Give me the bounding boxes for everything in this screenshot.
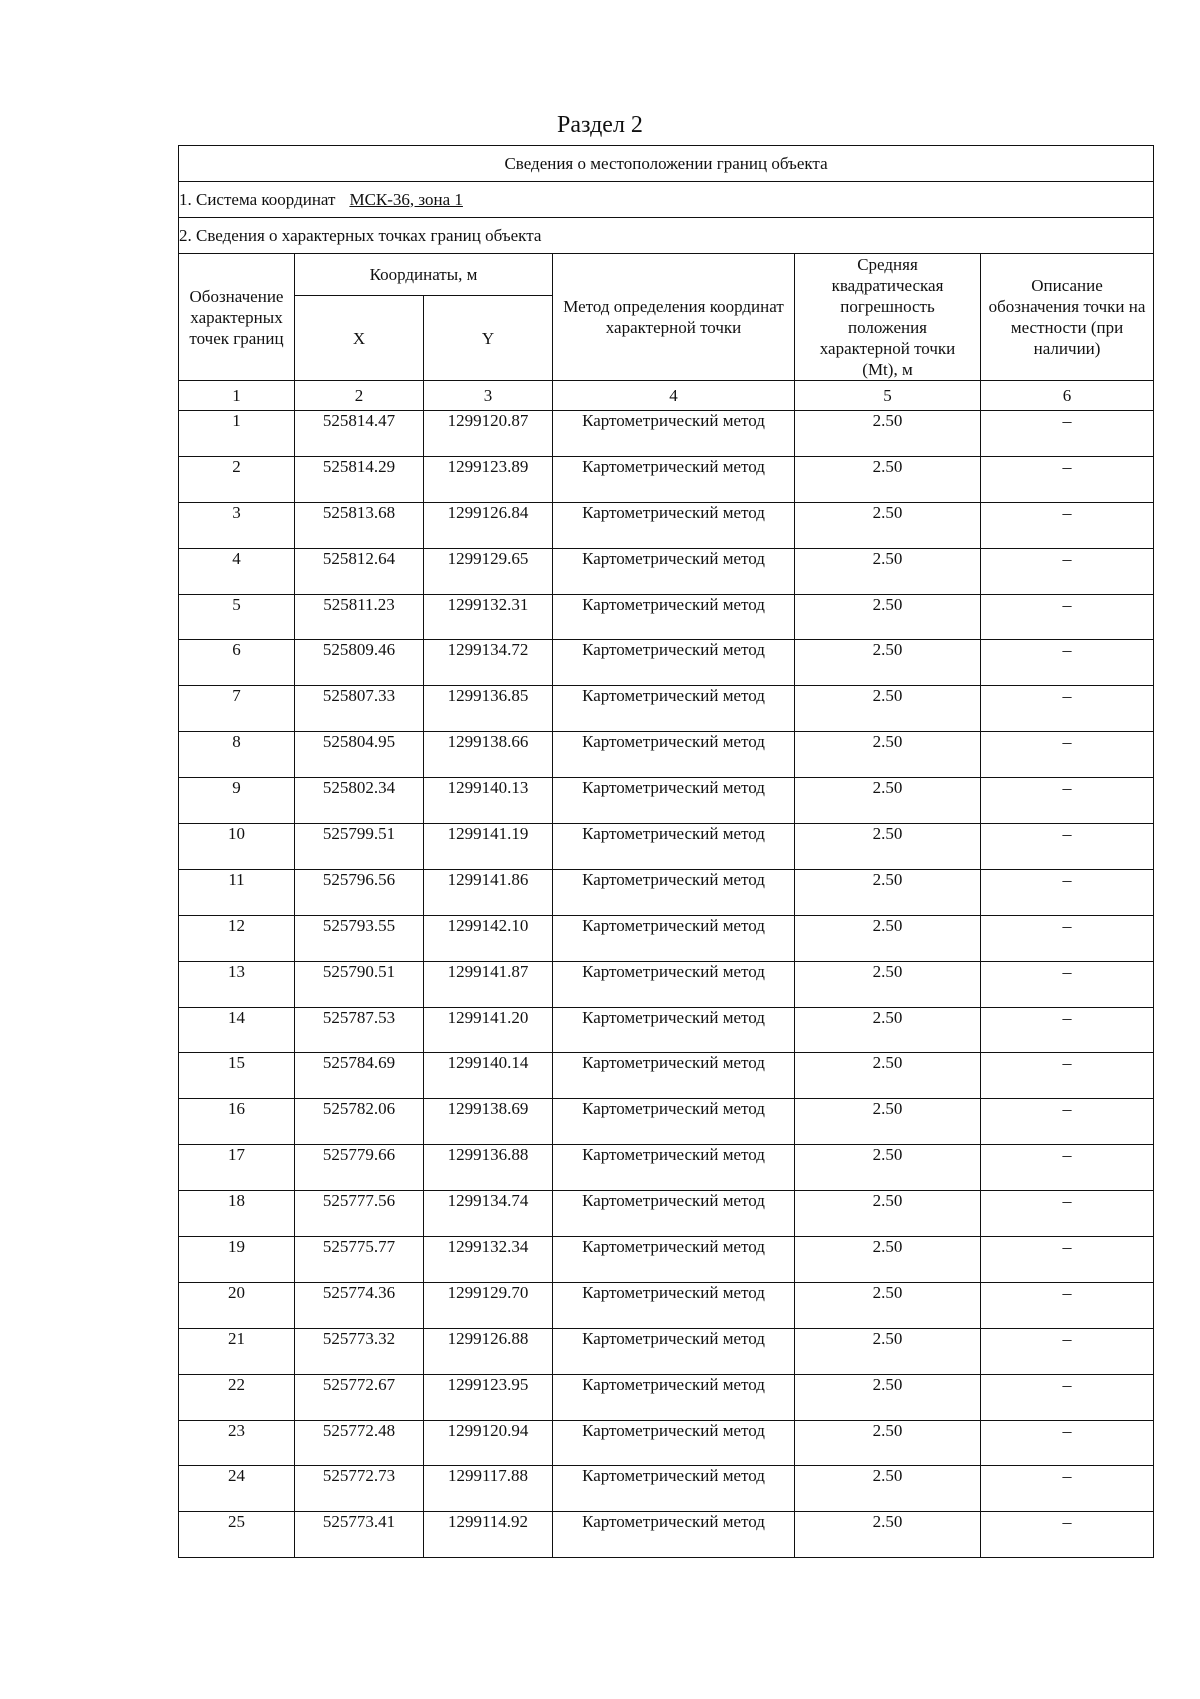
coord-x: 525777.56 bbox=[295, 1191, 424, 1237]
coord-y: 1299141.19 bbox=[424, 824, 553, 870]
point-number: 20 bbox=[179, 1282, 295, 1328]
method: Картометрический метод bbox=[553, 1191, 795, 1237]
mean-square-error: 2.50 bbox=[795, 1374, 981, 1420]
point-number: 22 bbox=[179, 1374, 295, 1420]
point-description: – bbox=[981, 640, 1154, 686]
coord-y: 1299140.13 bbox=[424, 778, 553, 824]
table-row bbox=[179, 1374, 1154, 1420]
coord-y: 1299117.88 bbox=[424, 1466, 553, 1512]
coord-x: 525774.36 bbox=[295, 1282, 424, 1328]
coord-x: 525782.06 bbox=[295, 1099, 424, 1145]
table-row bbox=[179, 1466, 1154, 1512]
mean-square-error: 2.50 bbox=[795, 1007, 981, 1053]
coord-y: 1299132.34 bbox=[424, 1237, 553, 1283]
method: Картометрический метод bbox=[553, 1420, 795, 1466]
table-row bbox=[179, 869, 1154, 915]
method: Картометрический метод bbox=[553, 1512, 795, 1558]
point-description: – bbox=[981, 915, 1154, 961]
table-row bbox=[179, 732, 1154, 778]
coord-x: 525793.55 bbox=[295, 915, 424, 961]
point-number: 23 bbox=[179, 1420, 295, 1466]
coord-x: 525807.33 bbox=[295, 686, 424, 732]
point-description: – bbox=[981, 502, 1154, 548]
point-number: 1 bbox=[179, 411, 295, 457]
mean-square-error: 2.50 bbox=[795, 1145, 981, 1191]
coord-y: 1299126.88 bbox=[424, 1328, 553, 1374]
coord-x: 525809.46 bbox=[295, 640, 424, 686]
coord-y: 1299138.66 bbox=[424, 732, 553, 778]
mean-square-error: 2.50 bbox=[795, 1282, 981, 1328]
point-number: 2 bbox=[179, 456, 295, 502]
coord-y: 1299120.87 bbox=[424, 411, 553, 457]
mean-square-error: 2.50 bbox=[795, 411, 981, 457]
table-row bbox=[179, 1145, 1154, 1191]
coord-y: 1299129.70 bbox=[424, 1282, 553, 1328]
table-row bbox=[179, 1328, 1154, 1374]
point-number: 8 bbox=[179, 732, 295, 778]
col-x-header: X bbox=[295, 296, 424, 381]
coord-x: 525814.47 bbox=[295, 411, 424, 457]
coord-y: 1299141.20 bbox=[424, 1007, 553, 1053]
coord-y: 1299142.10 bbox=[424, 915, 553, 961]
method: Картометрический метод bbox=[553, 502, 795, 548]
col-y-header: Y bbox=[424, 296, 553, 381]
coord-y: 1299126.84 bbox=[424, 502, 553, 548]
point-number: 25 bbox=[179, 1512, 295, 1558]
mean-square-error: 2.50 bbox=[795, 594, 981, 640]
point-number: 24 bbox=[179, 1466, 295, 1512]
col-error-line-6: (Mt), м bbox=[862, 360, 913, 379]
table-row bbox=[179, 548, 1154, 594]
coord-x: 525772.67 bbox=[295, 1374, 424, 1420]
col-method-header: Метод определения координат характерной точки bbox=[553, 254, 795, 381]
point-number: 7 bbox=[179, 686, 295, 732]
point-description: – bbox=[981, 1374, 1154, 1420]
point-description: – bbox=[981, 1007, 1154, 1053]
method: Картометрический метод bbox=[553, 732, 795, 778]
method: Картометрический метод bbox=[553, 1466, 795, 1512]
table-row bbox=[179, 1191, 1154, 1237]
coord-y: 1299120.94 bbox=[424, 1420, 553, 1466]
point-number: 10 bbox=[179, 824, 295, 870]
mean-square-error: 2.50 bbox=[795, 1328, 981, 1374]
table-row bbox=[179, 686, 1154, 732]
coord-system-row bbox=[179, 182, 1154, 218]
col-error-line-1: Средняя bbox=[857, 255, 918, 274]
object-boundaries-heading: Сведения о местоположении границ объекта bbox=[179, 146, 1154, 182]
method: Картометрический метод bbox=[553, 411, 795, 457]
column-number: 6 bbox=[981, 381, 1154, 411]
method: Картометрический метод bbox=[553, 456, 795, 502]
coord-x: 525811.23 bbox=[295, 594, 424, 640]
table-row bbox=[179, 502, 1154, 548]
point-description: – bbox=[981, 732, 1154, 778]
point-number: 11 bbox=[179, 869, 295, 915]
coord-x: 525775.77 bbox=[295, 1237, 424, 1283]
coord-y: 1299123.95 bbox=[424, 1374, 553, 1420]
method: Картометрический метод bbox=[553, 915, 795, 961]
col-error-line-4: положения bbox=[847, 318, 927, 337]
method: Картометрический метод bbox=[553, 778, 795, 824]
coord-y: 1299134.74 bbox=[424, 1191, 553, 1237]
col-error-line-5: характерной точки bbox=[819, 339, 956, 358]
object-boundaries-row bbox=[179, 146, 1154, 182]
mean-square-error: 2.50 bbox=[795, 1053, 981, 1099]
coord-x: 525773.32 bbox=[295, 1328, 424, 1374]
point-description: – bbox=[981, 1328, 1154, 1374]
coord-x: 525796.56 bbox=[295, 869, 424, 915]
point-number: 14 bbox=[179, 1007, 295, 1053]
table-row bbox=[179, 411, 1154, 457]
coord-y: 1299140.14 bbox=[424, 1053, 553, 1099]
coord-y: 1299136.85 bbox=[424, 686, 553, 732]
point-description: – bbox=[981, 1237, 1154, 1283]
table-row bbox=[179, 824, 1154, 870]
coord-y: 1299114.92 bbox=[424, 1512, 553, 1558]
method: Картометрический метод bbox=[553, 1328, 795, 1374]
method: Картометрический метод bbox=[553, 1053, 795, 1099]
mean-square-error: 2.50 bbox=[795, 502, 981, 548]
coord-y: 1299141.87 bbox=[424, 961, 553, 1007]
col-designation-header: Обозначение характерных точек границ bbox=[179, 254, 295, 381]
point-description: – bbox=[981, 1191, 1154, 1237]
point-number: 6 bbox=[179, 640, 295, 686]
table-row bbox=[179, 1053, 1154, 1099]
coord-system-cell bbox=[179, 182, 1154, 218]
header-row-1 bbox=[179, 254, 1154, 296]
point-number: 17 bbox=[179, 1145, 295, 1191]
point-description: – bbox=[981, 686, 1154, 732]
table-row bbox=[179, 778, 1154, 824]
column-number: 3 bbox=[424, 381, 553, 411]
coord-y: 1299132.31 bbox=[424, 594, 553, 640]
table-row bbox=[179, 594, 1154, 640]
point-number: 12 bbox=[179, 915, 295, 961]
coord-x: 525804.95 bbox=[295, 732, 424, 778]
point-description: – bbox=[981, 1512, 1154, 1558]
point-description: – bbox=[981, 456, 1154, 502]
column-number: 5 bbox=[795, 381, 981, 411]
coord-x: 525773.41 bbox=[295, 1512, 424, 1558]
point-description: – bbox=[981, 1053, 1154, 1099]
method: Картометрический метод bbox=[553, 548, 795, 594]
coord-x: 525790.51 bbox=[295, 961, 424, 1007]
points-info-row bbox=[179, 218, 1154, 254]
col-coordinates-header: Координаты, м bbox=[295, 254, 553, 296]
coord-y: 1299136.88 bbox=[424, 1145, 553, 1191]
col-description-header: Описание обозначения точки на местности (при наличии) bbox=[981, 254, 1154, 381]
point-description: – bbox=[981, 869, 1154, 915]
mean-square-error: 2.50 bbox=[795, 640, 981, 686]
coord-system-value: МСК-36, зона 1 bbox=[349, 189, 463, 209]
point-number: 13 bbox=[179, 961, 295, 1007]
col-error-header bbox=[795, 254, 981, 381]
point-description: – bbox=[981, 1466, 1154, 1512]
col-error-line-3: погрешность bbox=[840, 297, 935, 316]
mean-square-error: 2.50 bbox=[795, 1237, 981, 1283]
coord-x: 525813.68 bbox=[295, 502, 424, 548]
point-number: 18 bbox=[179, 1191, 295, 1237]
mean-square-error: 2.50 bbox=[795, 824, 981, 870]
point-description: – bbox=[981, 961, 1154, 1007]
point-number: 15 bbox=[179, 1053, 295, 1099]
coord-system-label: 1. Система координат bbox=[179, 189, 336, 209]
method: Картометрический метод bbox=[553, 1145, 795, 1191]
mean-square-error: 2.50 bbox=[795, 1099, 981, 1145]
method: Картометрический метод bbox=[553, 824, 795, 870]
column-number: 1 bbox=[179, 381, 295, 411]
coord-x: 525802.34 bbox=[295, 778, 424, 824]
coord-x: 525779.66 bbox=[295, 1145, 424, 1191]
column-numbers-row bbox=[179, 381, 1154, 411]
point-description: – bbox=[981, 1099, 1154, 1145]
mean-square-error: 2.50 bbox=[795, 1191, 981, 1237]
mean-square-error: 2.50 bbox=[795, 686, 981, 732]
coord-y: 1299123.89 bbox=[424, 456, 553, 502]
coord-x: 525772.73 bbox=[295, 1466, 424, 1512]
mean-square-error: 2.50 bbox=[795, 961, 981, 1007]
point-description: – bbox=[981, 1282, 1154, 1328]
mean-square-error: 2.50 bbox=[795, 869, 981, 915]
table-row bbox=[179, 1007, 1154, 1053]
method: Картометрический метод bbox=[553, 1237, 795, 1283]
point-number: 19 bbox=[179, 1237, 295, 1283]
point-description: – bbox=[981, 594, 1154, 640]
table-row bbox=[179, 1099, 1154, 1145]
mean-square-error: 2.50 bbox=[795, 915, 981, 961]
point-number: 21 bbox=[179, 1328, 295, 1374]
mean-square-error: 2.50 bbox=[795, 1420, 981, 1466]
table-row bbox=[179, 1512, 1154, 1558]
method: Картометрический метод bbox=[553, 594, 795, 640]
point-description: – bbox=[981, 1145, 1154, 1191]
point-number: 9 bbox=[179, 778, 295, 824]
method: Картометрический метод bbox=[553, 1099, 795, 1145]
mean-square-error: 2.50 bbox=[795, 1466, 981, 1512]
point-description: – bbox=[981, 411, 1154, 457]
coord-x: 525814.29 bbox=[295, 456, 424, 502]
table-row bbox=[179, 915, 1154, 961]
coord-x: 525799.51 bbox=[295, 824, 424, 870]
point-number: 16 bbox=[179, 1099, 295, 1145]
column-number: 4 bbox=[553, 381, 795, 411]
method: Картометрический метод bbox=[553, 961, 795, 1007]
method: Картометрический метод bbox=[553, 1282, 795, 1328]
section-title: Раздел 2 bbox=[557, 112, 643, 138]
mean-square-error: 2.50 bbox=[795, 732, 981, 778]
mean-square-error: 2.50 bbox=[795, 548, 981, 594]
point-number: 3 bbox=[179, 502, 295, 548]
column-number: 2 bbox=[295, 381, 424, 411]
method: Картометрический метод bbox=[553, 686, 795, 732]
method: Картометрический метод bbox=[553, 869, 795, 915]
point-number: 5 bbox=[179, 594, 295, 640]
coord-y: 1299138.69 bbox=[424, 1099, 553, 1145]
mean-square-error: 2.50 bbox=[795, 778, 981, 824]
mean-square-error: 2.50 bbox=[795, 1512, 981, 1558]
mean-square-error: 2.50 bbox=[795, 456, 981, 502]
method: Картометрический метод bbox=[553, 1007, 795, 1053]
point-description: – bbox=[981, 548, 1154, 594]
table-row bbox=[179, 1420, 1154, 1466]
method: Картометрический метод bbox=[553, 1374, 795, 1420]
coord-x: 525784.69 bbox=[295, 1053, 424, 1099]
coord-x: 525812.64 bbox=[295, 548, 424, 594]
table-row bbox=[179, 456, 1154, 502]
method: Картометрический метод bbox=[553, 640, 795, 686]
point-description: – bbox=[981, 778, 1154, 824]
coord-x: 525772.48 bbox=[295, 1420, 424, 1466]
point-description: – bbox=[981, 824, 1154, 870]
col-error-line-2: квадратическая bbox=[831, 276, 944, 295]
coord-y: 1299129.65 bbox=[424, 548, 553, 594]
coord-y: 1299134.72 bbox=[424, 640, 553, 686]
point-description: – bbox=[981, 1420, 1154, 1466]
table-row bbox=[179, 640, 1154, 686]
boundary-points-table bbox=[178, 145, 1154, 1558]
table-row bbox=[179, 961, 1154, 1007]
coord-y: 1299141.86 bbox=[424, 869, 553, 915]
points-info-heading: 2. Сведения о характерных точках границ объекта bbox=[179, 218, 1154, 254]
point-number: 4 bbox=[179, 548, 295, 594]
table-row bbox=[179, 1282, 1154, 1328]
table-row bbox=[179, 1237, 1154, 1283]
coord-x: 525787.53 bbox=[295, 1007, 424, 1053]
